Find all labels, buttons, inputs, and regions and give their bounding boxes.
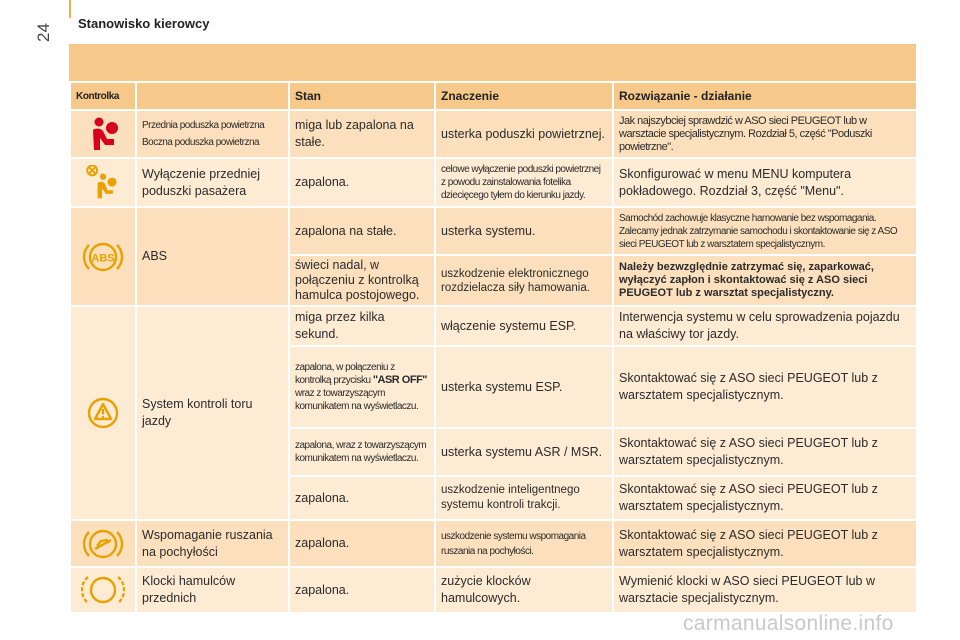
table-row bbox=[70, 207, 917, 255]
row-stan: miga przez kilka sekund. bbox=[289, 306, 435, 346]
row-icon-cell bbox=[70, 567, 136, 613]
section-title: Stanowisko kierowcy bbox=[78, 16, 210, 31]
airbag-warning-icon bbox=[83, 114, 123, 154]
rozwiazanie-text: Należy bezwzględnie zatrzymać się, zaparkować, wyłączyć zapłon i skontaktować się z ASO sieci PEUGEOT lub z warsztat specjalistyczny. bbox=[619, 261, 874, 299]
stan-post: wraz z towarzyszącym komunikatem na wyświetlaczu. bbox=[295, 388, 419, 412]
hill-start-assist-icon bbox=[81, 524, 125, 564]
row-icon-cell bbox=[70, 306, 136, 520]
name-line-2: Boczna poduszka powietrzna bbox=[142, 137, 260, 148]
row-stan: zapalona. bbox=[289, 476, 435, 520]
row-znaczenie: włączenie systemu ESP. bbox=[435, 306, 613, 346]
row-rozwiazanie: Skontaktować się z ASO sieci PEUGEOT lub z warsztatem specjalistycznym. bbox=[613, 428, 917, 476]
table-header-row bbox=[70, 82, 917, 110]
row-znaczenie: usterka systemu. bbox=[435, 207, 613, 255]
row-icon-cell bbox=[70, 158, 136, 207]
brake-pads-icon bbox=[81, 570, 125, 610]
row-rozwiazanie bbox=[613, 255, 917, 306]
row-name: ABS bbox=[136, 207, 289, 306]
rozwiazanie-text: Jak najszybciej sprawdzić w ASO sieci PEUGEOT lub w warsztacie specjalistycznym. Rozdział 5, część "Poduszki powietrzne". bbox=[619, 114, 872, 153]
row-stan bbox=[289, 346, 435, 428]
row-rozwiazanie bbox=[613, 207, 917, 255]
page-number: 24 bbox=[34, 23, 53, 42]
row-stan: zapalona. bbox=[289, 520, 435, 567]
stability-control-icon bbox=[81, 391, 125, 435]
table-row bbox=[70, 520, 917, 567]
row-rozwiazanie: Skontaktować się z ASO sieci PEUGEOT lub z warsztatem specjalistycznym. bbox=[613, 346, 917, 428]
znaczenie-text: uszkodzenie systemu wspomagania ruszania na pochyłości. bbox=[441, 530, 586, 557]
warning-lights-table bbox=[69, 81, 918, 614]
row-znaczenie bbox=[435, 476, 613, 520]
header-kontrolka: Kontrolka bbox=[70, 82, 136, 110]
row-icon-cell bbox=[70, 520, 136, 567]
row-name: Wspomaganie ruszania na pochyłości bbox=[136, 520, 289, 567]
row-stan: zapalona na stałe. bbox=[289, 207, 435, 255]
row-znaczenie: usterka systemu ESP. bbox=[435, 346, 613, 428]
row-rozwiazanie: Interwencja systemu w celu sprowadzenia pojazdu na właściwy tor jazdy. bbox=[613, 306, 917, 346]
row-rozwiazanie bbox=[613, 110, 917, 158]
row-name: Klocki hamulców przednich bbox=[136, 567, 289, 613]
stan-pre: zapalona, w połączeniu z kontrolką przycisku bbox=[295, 362, 395, 386]
row-rozwiazanie: Wymienić klocki w ASO sieci PEUGEOT lub w warsztacie specjalistycznym. bbox=[613, 567, 917, 613]
rozwiazanie-text: Samochód zachowuje klasyczne hamowanie bez wspomagania. Zalecamy jednak zatrzymanie samochodu i skontaktowanie się z ASO sieci PEUGEOT lub z warsztatem specjalistycznym. bbox=[619, 212, 898, 250]
row-znaczenie: zużycie klocków hamulcowych. bbox=[435, 567, 613, 613]
row-stan: zapalona. bbox=[289, 567, 435, 613]
watermark: carmanualsonline.info bbox=[683, 612, 894, 635]
row-stan: świeci nadal, w połączeniu z kontrolką hamulca postojowego. bbox=[289, 255, 435, 306]
asr-off-label: "ASR OFF" bbox=[372, 374, 428, 386]
row-rozwiazanie: Skontaktować się z ASO sieci PEUGEOT lub z warsztatem specjalistycznym. bbox=[613, 476, 917, 520]
row-name bbox=[136, 110, 289, 158]
header-znaczenie: Znaczenie bbox=[435, 82, 613, 110]
header-rozwiazanie: Rozwiązanie - działanie bbox=[613, 82, 917, 110]
row-name: System kontroli toru jazdy bbox=[136, 306, 289, 520]
znaczenie-text: celowe wyłączenie poduszki powietrznej z powodu zainstalowania fotelika dziecięcego tyłem do kierunku jazdy. bbox=[441, 164, 601, 201]
passenger-airbag-off-icon bbox=[85, 165, 121, 201]
row-name: Wyłączenie przedniej poduszki pasażera bbox=[136, 158, 289, 207]
stan-text: zapalona, wraz z towarzyszącym komunikatem na wyświetlaczu. bbox=[295, 440, 427, 464]
row-icon-cell bbox=[70, 207, 136, 306]
znaczenie-text: uszkodzenie inteligentnego systemu kontroli trakcji. bbox=[441, 484, 580, 511]
svg-text:ABS: ABS bbox=[91, 252, 115, 264]
table-row bbox=[70, 306, 917, 346]
header-stan: Stan bbox=[289, 82, 435, 110]
header-empty bbox=[136, 82, 289, 110]
table-top-band bbox=[69, 44, 916, 81]
table-row bbox=[70, 110, 917, 158]
row-znaczenie bbox=[435, 520, 613, 567]
row-stan: miga lub zapalona na stałe. bbox=[289, 110, 435, 158]
row-stan: zapalona. bbox=[289, 158, 435, 207]
row-znaczenie: usterka poduszki powietrznej. bbox=[435, 110, 613, 158]
table-row bbox=[70, 567, 917, 613]
table-row bbox=[70, 158, 917, 207]
row-rozwiazanie: Skonfigurować w menu MENU komputera pokładowego. Rozdział 3, część "Menu". bbox=[613, 158, 917, 207]
row-znaczenie bbox=[435, 158, 613, 207]
name-line-1: Przednia poduszka powietrzna bbox=[142, 120, 265, 131]
row-stan bbox=[289, 428, 435, 476]
row-rozwiazanie: Skontaktować się z ASO sieci PEUGEOT lub z warsztatem specjalistycznym. bbox=[613, 520, 917, 567]
abs-icon bbox=[81, 235, 125, 279]
stan-text bbox=[295, 361, 429, 413]
znaczenie-text: uszkodzenie elektronicznego rozdzielacza siły hamowania. bbox=[441, 267, 590, 294]
row-znaczenie bbox=[435, 255, 613, 306]
accent-bar bbox=[69, 0, 71, 18]
row-znaczenie: usterka systemu ASR / MSR. bbox=[435, 428, 613, 476]
row-icon-cell bbox=[70, 110, 136, 158]
